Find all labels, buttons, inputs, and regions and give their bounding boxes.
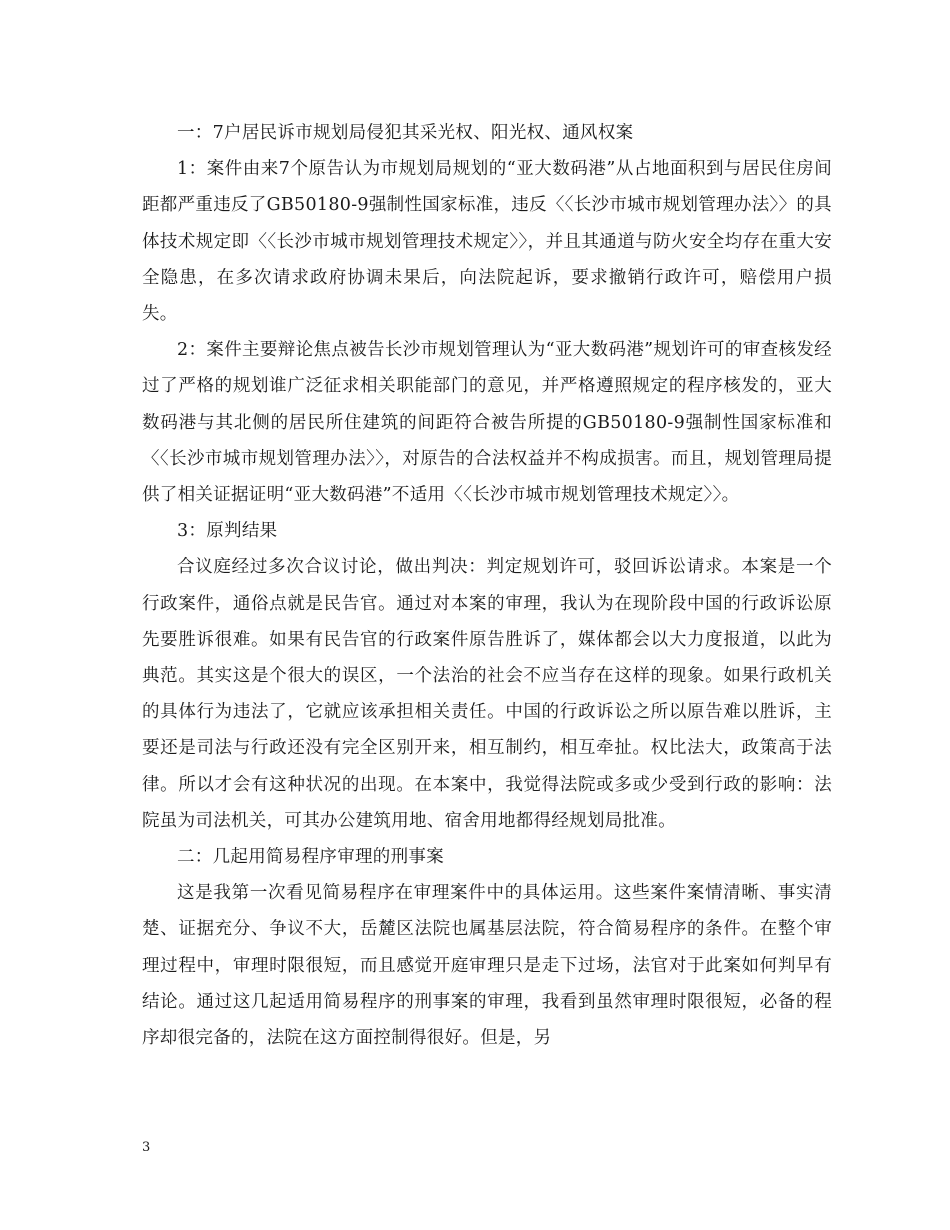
- paragraph-debate-focus: 2：案件主要辩论焦点被告长沙市规划管理认为“亚大数码港”规划许可的审查核发经过了严格的规划谁广泛征求相关职能部门的意见，并严格遵照规定的程序核发的，亚大数码港与其北侧的居民所住建筑的间距符合被告所提的GB50180-9强制性国家标准和〈〈长沙市城市规划管理办法〉〉，对原告的合法权益并不构成损害。而且，规划管理局提供了相关证据证明“亚大数码港”不适用〈〈长沙市城市规划管理技术规定〉〉。: [142, 340, 832, 506]
- section-heading-case-one: 一：7户居民诉市规划局侵犯其采光权、阳光权、通风权案: [177, 123, 634, 143]
- paragraph-case-origin: 1：案件由来7个原告认为市规划局规划的“亚大数码港”从占地面积到与居民住房间距都严重违反了GB50180-9强制性国家标准，违反〈〈长沙市城市规划管理办法〉〉的具体技术规定即〈〈长沙市城市规划管理技术规定〉〉，并且其通道与防火安全均存在重大安全隐患，在多次请求政府协调未果后，向法院起诉，要求撤销行政许可，赔偿用户损失。: [142, 159, 832, 325]
- paragraph-summary-procedure: 这是我第一次看见简易程序在审理案件中的具体运用。这些案件案情清晰、事实清楚、证据充分、争议不大，岳麓区法院也属基层法院，符合简易程序的条件。在整个审理过程中，审理时限很短，而且感觉开庭审理只是走下过场，法官对于此案如何判早有结论。通过这几起适用简易程序的刑事案的审理，我看到虽然审理时限很短，必备的程序却很完备的，法院在这方面控制得很好。但是，另: [142, 883, 832, 1049]
- page-number: 3: [142, 1140, 151, 1155]
- subheading-original-judgment: 3：原判结果: [177, 521, 278, 542]
- section-heading-case-two: 二：几起用简易程序审理的刑事案: [177, 847, 444, 868]
- document-body: [142, 115, 832, 1056]
- paragraph-judgment-analysis: 合议庭经过多次合议讨论，做出判决：判定规划许可，驳回诉讼请求。本案是一个行政案件，通俗点就是民告官。通过对本案的审理，我认为在现阶段中国的行政诉讼原先要胜诉很难。如果有民告官的行政案件原告胜诉了，媒体都会以大力度报道，以此为典范。其实这是个很大的误区，一个法治的社会不应当存在这样的现象。如果行政机关的具体行为违法了，它就应该承担相关责任。中国的行政诉讼之所以原告难以胜诉，主要还是司法与行政还没有完全区别开来，相互制约，相互牵扯。权比法大，政策高于法律。所以才会有这种状况的出现。在本案中，我觉得法院或多或少受到行政的影响：法院虽为司法机关，可其办公建筑用地、宿舍用地都得经规划局批准。: [142, 557, 832, 831]
